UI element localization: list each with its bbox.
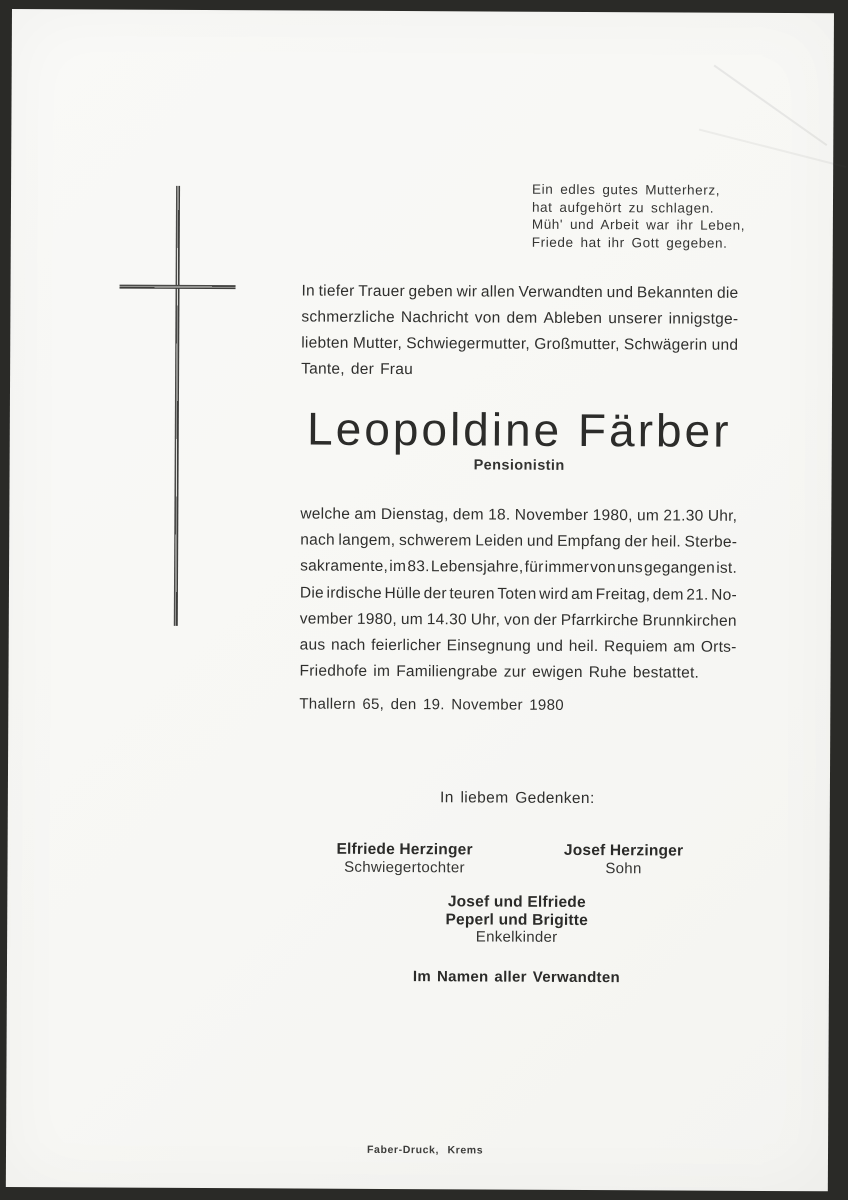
mourner-son bbox=[518, 842, 728, 879]
text-line: hat aufgehört zu schlagen. bbox=[531, 199, 715, 216]
mourner-relation: Schwiegertochter bbox=[344, 858, 465, 877]
text-line: In tiefer Trauer geben wir allen Verwandten und Bekannten die bbox=[301, 282, 739, 302]
obituary-paper bbox=[6, 9, 834, 1191]
cross-icon bbox=[174, 186, 180, 626]
funeral-paragraph bbox=[299, 581, 737, 687]
deceased-title: Pensionistin bbox=[473, 457, 565, 474]
text-line: Friede hat ihr Gott gegeben. bbox=[531, 234, 728, 251]
mourner-daughter-in-law bbox=[299, 841, 509, 878]
mourner-name: Josef und Elfriede bbox=[447, 893, 586, 912]
mourner-name: Josef Herzinger bbox=[563, 841, 684, 860]
paper-crease bbox=[714, 65, 828, 146]
mourner-name: Elfriede Herzinger bbox=[336, 840, 473, 859]
mourner-name: Peperl und Brigitte bbox=[445, 910, 589, 929]
place-dateline: Thallern 65, den 19. November 1980 bbox=[299, 695, 564, 714]
mourners-grandchildren bbox=[298, 893, 735, 948]
mourner-relation: Enkelkinder bbox=[475, 928, 558, 946]
text-line: Tante, der Frau bbox=[301, 360, 414, 379]
remembrance-heading: In liebem Gedenken: bbox=[440, 789, 595, 808]
printer-credit: Faber-Druck, Krems bbox=[366, 1143, 484, 1157]
cross-icon-bar bbox=[120, 285, 236, 290]
text-line: aus nach feierlicher Einsegnung und heil. Requiem am Orts- bbox=[299, 636, 737, 656]
text-line: sakramente, im 83. Lebensjahre, für immer von uns gegangen ist. bbox=[300, 557, 738, 577]
paper-crease bbox=[699, 129, 847, 168]
death-paragraph bbox=[300, 502, 737, 582]
text-line: liebten Mutter, Schwiegermutter, Großmutter, Schwägerin und bbox=[301, 334, 739, 354]
text-line: Die irdische Hülle der teuren Toten wird am Freitag, dem 21. No- bbox=[299, 584, 737, 604]
memorial-verse bbox=[532, 181, 772, 252]
mourner-relation: Sohn bbox=[605, 860, 642, 878]
text-line: Friedhofe im Familiengrabe zur ewigen Ruhe bestattet. bbox=[299, 662, 700, 682]
text-line: schmerzliche Nachricht von dem Ableben unserer innigstge- bbox=[301, 308, 739, 328]
text-line: vember 1980, um 14.30 Uhr, von der Pfarrkirche Brunnkirchen bbox=[299, 610, 737, 630]
text-line: nach langem, schwerem Leiden und Empfang der heil. Sterbe- bbox=[300, 531, 738, 551]
text-line: Ein edles gutes Mutterherz, bbox=[532, 181, 721, 198]
closing-line: Im Namen aller Verwandten bbox=[412, 968, 621, 987]
announcement-intro bbox=[301, 279, 739, 385]
text-line: Müh' und Arbeit war ihr Leben, bbox=[531, 216, 746, 233]
text-line: welche am Dienstag, dem 18. November 1980, um 21.30 Uhr, bbox=[300, 505, 738, 525]
deceased-name: Leopoldine Färber bbox=[306, 402, 732, 457]
